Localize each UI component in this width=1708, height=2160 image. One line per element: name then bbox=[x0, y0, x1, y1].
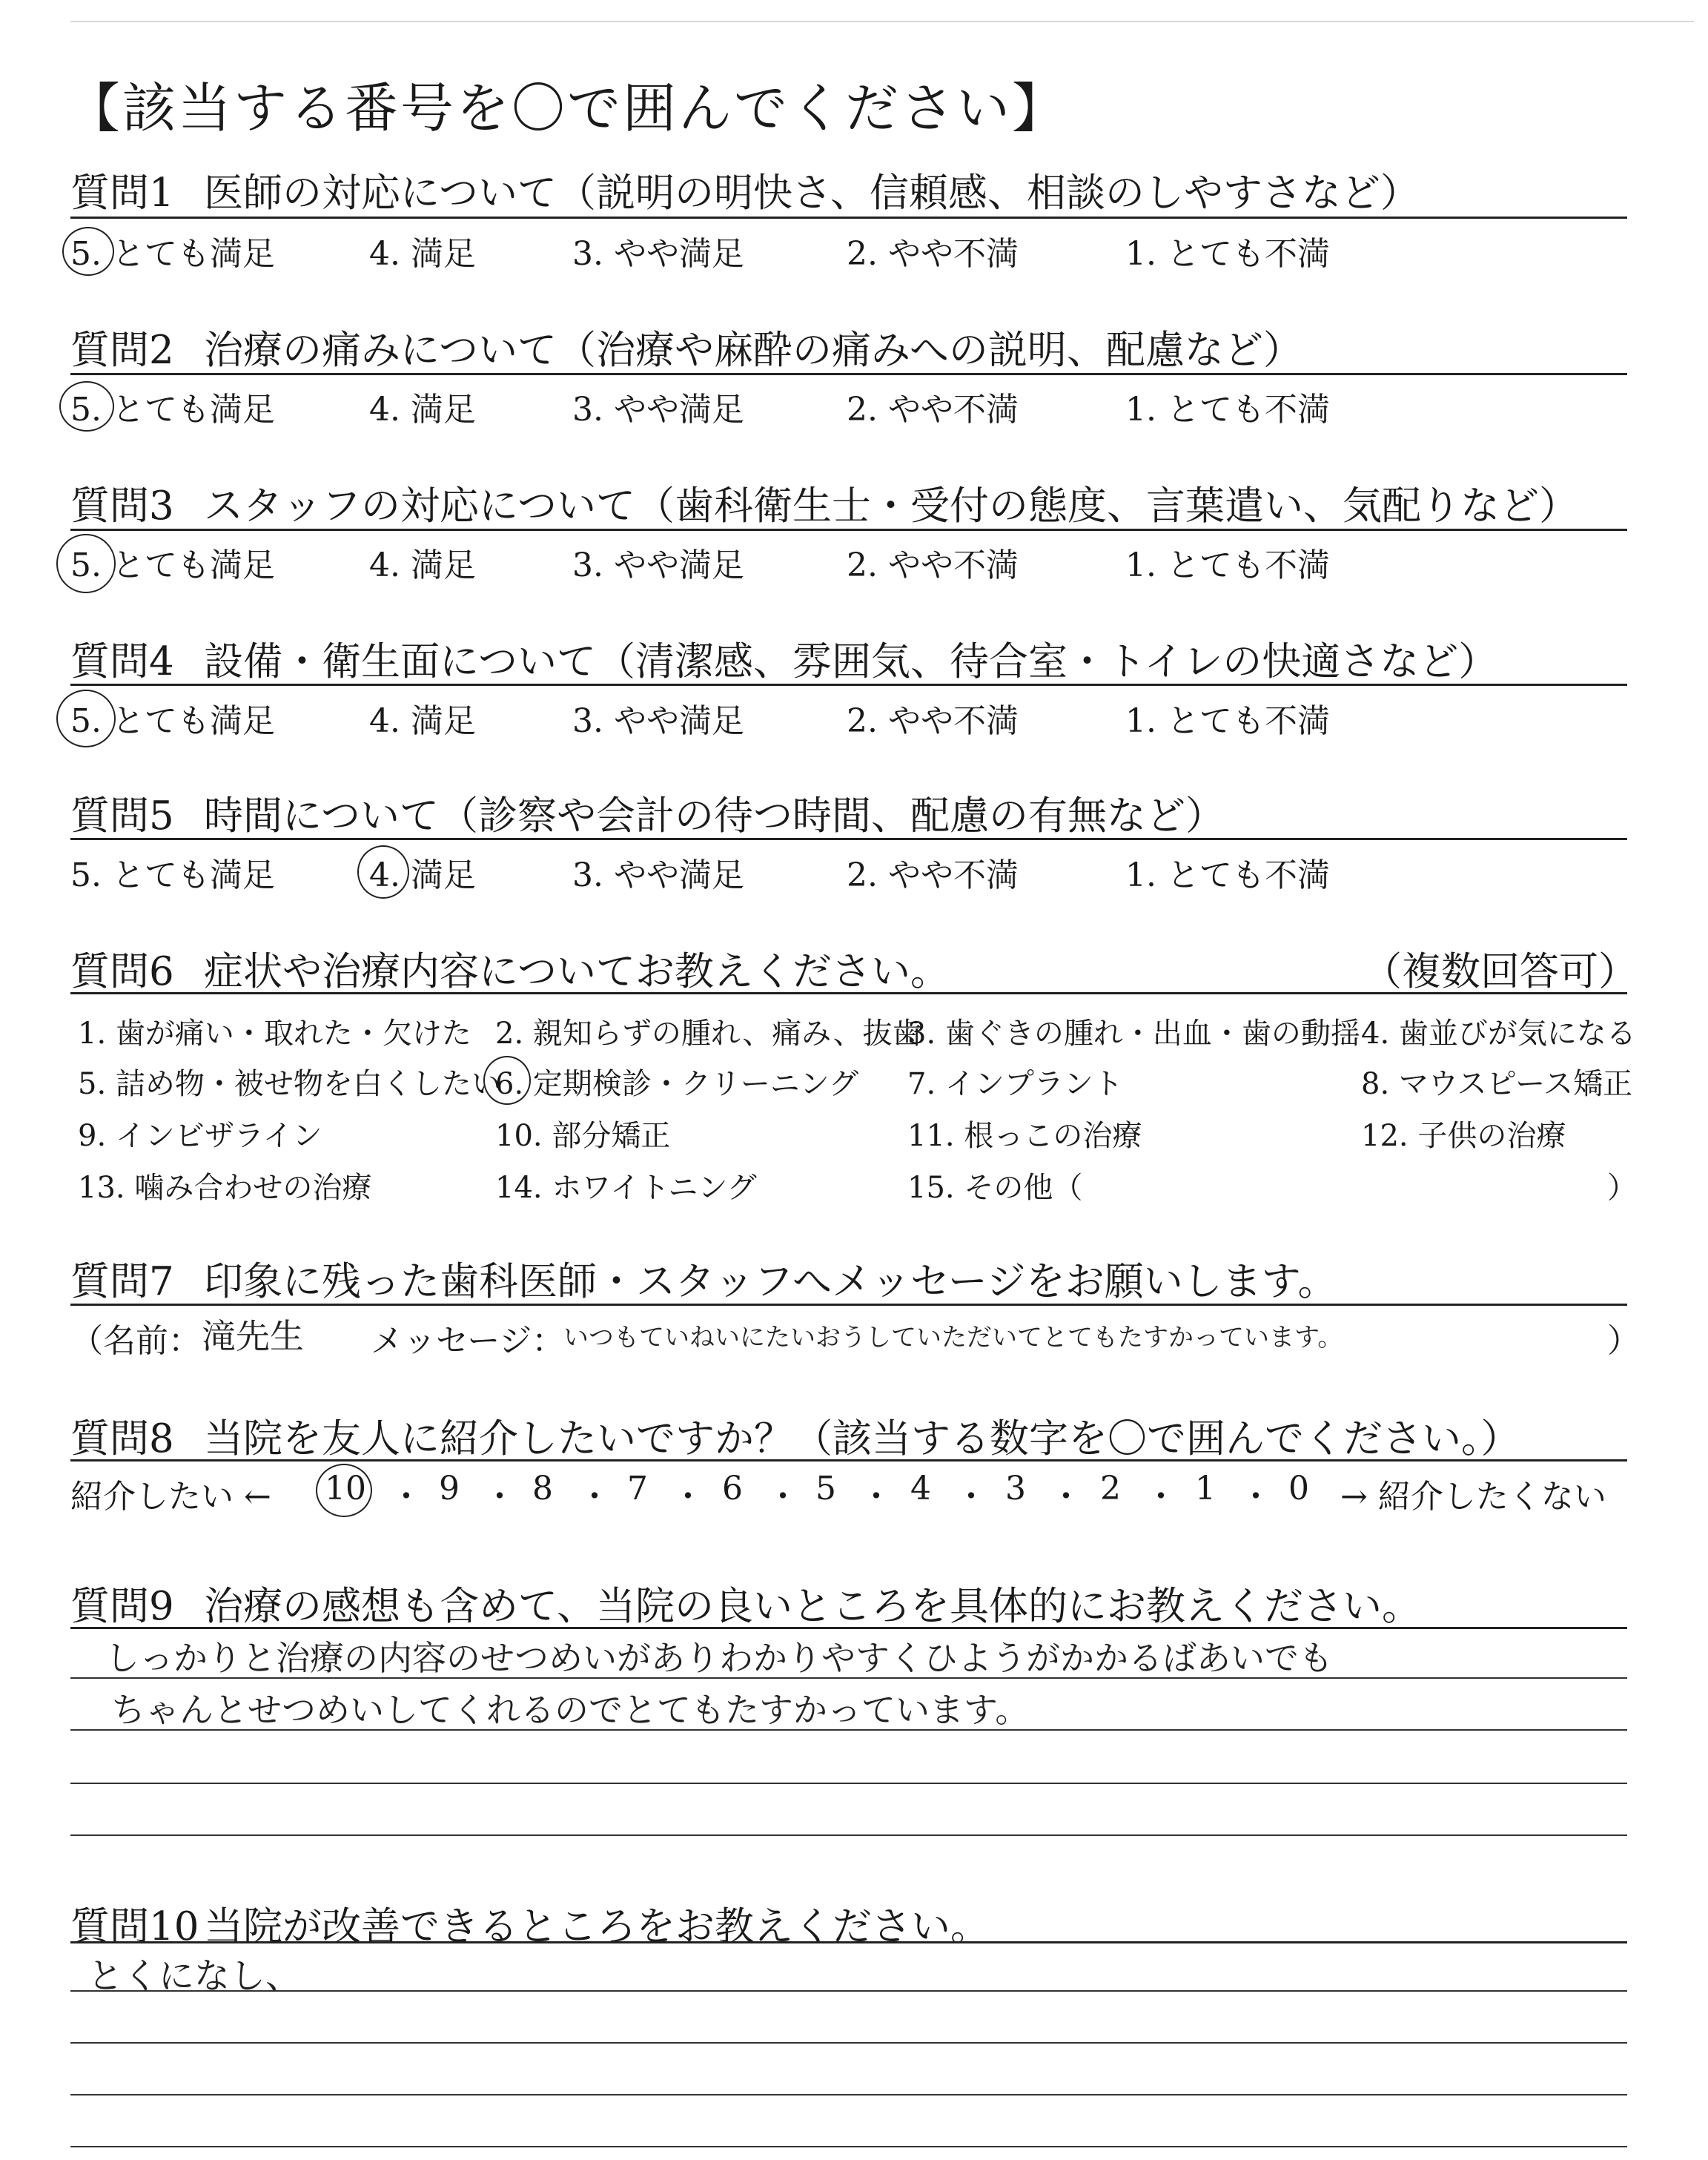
question-6-note: （複数回答可） bbox=[1363, 949, 1638, 994]
q2-option-2[interactable]: 2. やや不満 bbox=[847, 391, 1019, 429]
q6-option-15-close: ） bbox=[1607, 1171, 1637, 1205]
question-2: 質問2 治療の痛みについて（治療や麻酔の痛みへの説明、配慮など） bbox=[70, 328, 1302, 373]
q1-option-1[interactable]: 1. とても不満 bbox=[1125, 235, 1330, 273]
question-9: 質問9 治療の感想も含めて、当院の良いところを具体的にお教えください。 bbox=[70, 1584, 1421, 1629]
q8-scale-3[interactable]: 3 bbox=[1005, 1470, 1026, 1507]
q4-option-5[interactable]: 5. とても満足 bbox=[70, 702, 275, 740]
q9-answer-handwritten-1[interactable]: しっかりと治療の内容のせつめいがありわかりやすくひようがかかるばあいでも bbox=[105, 1638, 1333, 1678]
q8-sep: ・ bbox=[1239, 1478, 1272, 1516]
q8-scale-5[interactable]: 5 bbox=[815, 1470, 836, 1507]
q8-selection-circle bbox=[316, 1464, 372, 1517]
q8-scale-4[interactable]: 4 bbox=[910, 1470, 931, 1507]
question-10: 質問10 当院が改善できるところをお教えください。 bbox=[70, 1904, 990, 1949]
q6-option-7[interactable]: 7. インプラント bbox=[907, 1067, 1123, 1101]
question-6: 質問6 症状や治療内容についてお教えください。 bbox=[70, 949, 950, 994]
q6-option-4[interactable]: 4. 歯並びが気になる bbox=[1361, 1017, 1636, 1051]
q1-option-4[interactable]: 4. 満足 bbox=[369, 235, 476, 273]
q7-name-handwritten[interactable]: 滝先生 bbox=[202, 1316, 304, 1356]
question-8-rule bbox=[70, 1459, 1627, 1462]
q6-option-14[interactable]: 14. ホワイトニング bbox=[495, 1171, 757, 1205]
question-1-rule bbox=[70, 217, 1627, 219]
q8-sep: ・ bbox=[955, 1478, 987, 1516]
q2-option-4[interactable]: 4. 満足 bbox=[369, 391, 476, 429]
question-7: 質問7 印象に残った歯科医師・スタッフへメッセージをお願いします。 bbox=[70, 1259, 1337, 1304]
question-9-rule bbox=[70, 1627, 1627, 1629]
q8-sep: ・ bbox=[483, 1478, 516, 1516]
q6-option-12[interactable]: 12. 子供の治療 bbox=[1361, 1119, 1566, 1153]
q8-sep: ・ bbox=[860, 1478, 893, 1516]
top-border bbox=[70, 21, 1694, 22]
question-4-rule bbox=[70, 684, 1627, 686]
q8-scale-1[interactable]: 1 bbox=[1195, 1470, 1216, 1507]
q6-option-8[interactable]: 8. マウスピース矯正 bbox=[1361, 1067, 1633, 1101]
q3-selection-circle bbox=[56, 534, 116, 593]
question-5-rule bbox=[70, 838, 1627, 840]
q5-option-4[interactable]: 4. 満足 bbox=[369, 856, 476, 894]
q9-answer-handwritten-2[interactable]: ちゃんとせつめいしてくれるのでとてもたすかっています。 bbox=[111, 1690, 1030, 1730]
q7-message-handwritten[interactable]: いつもていねいにたいおうしていただいてとてもたすかっています。 bbox=[563, 1323, 1343, 1353]
q4-option-3[interactable]: 3. やや満足 bbox=[572, 702, 744, 740]
q5-option-5[interactable]: 5. とても満足 bbox=[70, 856, 275, 894]
question-7-rule bbox=[70, 1304, 1627, 1306]
question-8: 質問8 当院を友人に紹介したいですか？（該当する数字を〇で囲んでください。） bbox=[70, 1416, 1520, 1462]
q6-option-10[interactable]: 10. 部分矯正 bbox=[495, 1119, 671, 1153]
q2-option-1[interactable]: 1. とても不満 bbox=[1125, 391, 1330, 429]
q10-answer-line-4 bbox=[70, 2146, 1627, 2147]
q3-option-3[interactable]: 3. やや満足 bbox=[572, 546, 744, 584]
q8-left-label: 紹介したい ← bbox=[70, 1478, 271, 1516]
q7-close-paren: ） bbox=[1607, 1322, 1640, 1360]
q2-option-3[interactable]: 3. やや満足 bbox=[572, 391, 744, 429]
q3-option-5[interactable]: 5. とても満足 bbox=[70, 546, 275, 584]
q5-option-2[interactable]: 2. やや不満 bbox=[847, 856, 1019, 894]
q10-answer-line-2 bbox=[70, 2042, 1627, 2044]
q2-selection-circle bbox=[59, 381, 114, 432]
q8-scale-9[interactable]: 9 bbox=[439, 1470, 460, 1507]
q6-option-11[interactable]: 11. 根っこの治療 bbox=[907, 1119, 1142, 1153]
q6-option-15[interactable]: 15. その他（ bbox=[907, 1171, 1083, 1205]
question-3-rule bbox=[70, 529, 1627, 531]
q4-selection-circle bbox=[56, 690, 116, 747]
q8-sep: ・ bbox=[767, 1478, 799, 1516]
q8-scale-6[interactable]: 6 bbox=[722, 1470, 743, 1507]
q3-option-4[interactable]: 4. 満足 bbox=[369, 546, 476, 584]
q3-option-2[interactable]: 2. やや不満 bbox=[847, 546, 1019, 584]
q6-option-9[interactable]: 9. インビザライン bbox=[78, 1119, 322, 1153]
question-2-rule bbox=[70, 373, 1627, 375]
q7-message-label: メッセージ： bbox=[371, 1322, 565, 1360]
question-1: 質問1 医師の対応について（説明の明快さ、信頼感、相談のしやすさなど） bbox=[70, 171, 1420, 216]
q7-name-label: （名前： bbox=[70, 1322, 201, 1360]
q8-sep: ・ bbox=[390, 1478, 423, 1516]
page-header: 【該当する番号を〇で囲んでください】 bbox=[67, 77, 1068, 139]
q5-option-3[interactable]: 3. やや満足 bbox=[572, 856, 744, 894]
q8-sep: ・ bbox=[1145, 1478, 1177, 1516]
q6-option-2[interactable]: 2. 親知らずの腫れ、痛み、抜歯 bbox=[495, 1017, 922, 1051]
q2-option-5[interactable]: 5. とても満足 bbox=[70, 391, 275, 429]
q8-scale-7[interactable]: 7 bbox=[627, 1470, 648, 1507]
q3-option-1[interactable]: 1. とても不満 bbox=[1125, 546, 1330, 584]
q1-option-5[interactable]: 5. とても満足 bbox=[70, 235, 275, 273]
q8-scale-10[interactable]: 10 bbox=[325, 1470, 366, 1507]
q8-scale-2[interactable]: 2 bbox=[1100, 1470, 1121, 1507]
question-10-rule bbox=[70, 1941, 1627, 1943]
q8-sep: ・ bbox=[672, 1478, 704, 1516]
q8-sep: ・ bbox=[1050, 1478, 1082, 1516]
q6-option-5[interactable]: 5. 詰め物・被せ物を白くしたい bbox=[78, 1067, 501, 1101]
q8-sep: ・ bbox=[578, 1478, 611, 1516]
question-6-rule bbox=[70, 992, 1627, 994]
question-4: 質問4 設備・衛生面について（清潔感、雰囲気、待合室・トイレの快適さなど） bbox=[70, 639, 1498, 684]
q6-option-3[interactable]: 3. 歯ぐきの腫れ・出血・歯の動揺 bbox=[907, 1017, 1360, 1051]
q4-option-4[interactable]: 4. 満足 bbox=[369, 702, 476, 740]
q1-option-2[interactable]: 2. やや不満 bbox=[847, 235, 1019, 273]
q1-selection-circle bbox=[62, 227, 114, 276]
q5-selection-circle bbox=[357, 845, 409, 899]
q4-option-2[interactable]: 2. やや不満 bbox=[847, 702, 1019, 740]
q9-answer-line-3 bbox=[70, 1783, 1627, 1784]
q8-scale-8[interactable]: 8 bbox=[532, 1470, 553, 1507]
q10-answer-line-3 bbox=[70, 2094, 1627, 2095]
q8-right-label: → 紹介したくない bbox=[1340, 1478, 1606, 1516]
q1-option-3[interactable]: 3. やや満足 bbox=[572, 235, 744, 273]
q6-option-1[interactable]: 1. 歯が痛い・取れた・欠けた bbox=[78, 1017, 471, 1051]
q8-scale-0[interactable]: 0 bbox=[1288, 1470, 1309, 1507]
question-3: 質問3 スタッフの対応について（歯科衛生士・受付の態度、言葉遣い、気配りなど） bbox=[70, 483, 1578, 529]
q6-option-6[interactable]: 6. 定期検診・クリーニング bbox=[495, 1067, 859, 1101]
q10-answer-line-1 bbox=[70, 1990, 1627, 1992]
question-5: 質問5 時間について（診察や会計の待つ時間、配慮の有無など） bbox=[70, 793, 1225, 839]
q10-answer-handwritten[interactable]: とくになし、 bbox=[87, 1955, 302, 1997]
q6-option-13[interactable]: 13. 噛み合わせの治療 bbox=[78, 1171, 372, 1205]
q9-answer-line-4 bbox=[70, 1834, 1627, 1836]
q6-selection-circle bbox=[483, 1056, 531, 1105]
q5-option-1[interactable]: 1. とても不満 bbox=[1125, 856, 1330, 894]
q4-option-1[interactable]: 1. とても不満 bbox=[1125, 702, 1330, 740]
